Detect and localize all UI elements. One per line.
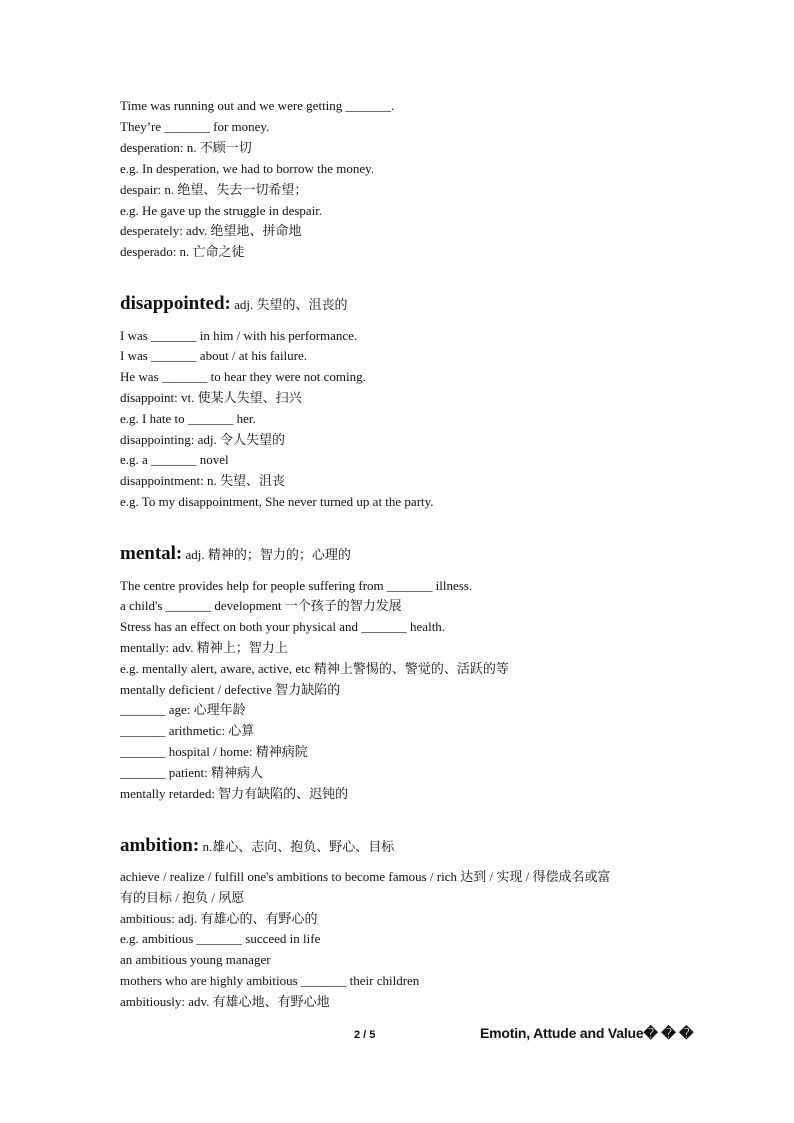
text-line: e.g. In desperation, we had to borrow the money. — [120, 161, 375, 176]
text-line: ambitious: adj. 有雄心的、有野心的 — [120, 911, 318, 926]
text-line: disappointment: n. 失望、沮丧 — [120, 473, 286, 488]
text-line: I was _______ about / at his failure. — [120, 348, 308, 363]
text-line: desperation: n. 不顾一切 — [120, 140, 252, 155]
text-line: mothers who are highly ambitious _______ their children — [120, 973, 420, 988]
text-line: _______ age: 心理年龄 — [120, 702, 246, 717]
text-line: He was _______ to hear they were not coming. — [120, 369, 366, 384]
entry-heading — [120, 293, 348, 316]
headword-definition: adj. 失望的、沮丧的 — [230, 297, 348, 312]
headword: disappointed: — [120, 293, 231, 314]
text-line: mentally deficient / defective 智力缺陷的 — [120, 682, 341, 697]
entry-heading — [120, 835, 394, 858]
text-line: disappointing: adj. 令人失望的 — [120, 432, 286, 447]
headword-definition: adj. 精神的；智力的；心理的 — [182, 547, 351, 562]
text-line: e.g. He gave up the struggle in despair. — [120, 203, 323, 218]
text-line: The centre provides help for people suffering from _______ illness. — [120, 578, 473, 593]
page-number: 2 / 5 — [354, 1029, 376, 1041]
text-line: an ambitious young manager — [120, 952, 271, 967]
text-line: They’re _______ for money. — [120, 119, 270, 134]
text-line: _______ arithmetic: 心算 — [120, 723, 255, 738]
text-line: desperado: n. 亡命之徒 — [120, 244, 245, 259]
text-line: Time was running out and we were getting _______. — [120, 98, 395, 113]
headword-definition: n.雄心、志向、抱负、野心、目标 — [199, 839, 395, 854]
text-line: e.g. To my disappointment, She never turned up at the party. — [120, 494, 434, 509]
text-line: despair: n. 绝望、失去一切希望； — [120, 182, 308, 197]
text-line: desperately: adv. 绝望地、拼命地 — [120, 223, 302, 238]
headword: mental: — [120, 543, 183, 564]
text-line: e.g. I hate to _______ her. — [120, 411, 256, 426]
text-line: _______ hospital / home: 精神病院 — [120, 744, 308, 759]
text-line: 有的目标 / 抱负 / 夙愿 — [120, 890, 245, 905]
text-line: achieve / realize / fulfill one's ambitions to become famous / rich 达到 / 实现 / 得偿成名或富 — [120, 869, 611, 884]
text-line: ambitiously: adv. 有雄心地、有野心地 — [120, 994, 330, 1009]
headword: ambition: — [120, 835, 200, 856]
text-line: _______ patient: 精神病人 — [120, 765, 263, 780]
footer-title: Emotin, Attude and Value� � � — [480, 1025, 694, 1041]
text-line: mentally retarded: 智力有缺陷的、迟钝的 — [120, 786, 349, 801]
text-line: e.g. mentally alert, aware, active, etc 精神上警惕的、警觉的、活跃的等 — [120, 661, 509, 676]
text-line: disappoint: vt. 使某人失望、扫兴 — [120, 390, 302, 405]
text-line: e.g. ambitious _______ succeed in life — [120, 931, 321, 946]
text-line: e.g. a _______ novel — [120, 452, 229, 467]
text-line: Stress has an effect on both your physical and _______ health. — [120, 619, 446, 634]
text-line: I was _______ in him / with his performance. — [120, 328, 358, 343]
entry-heading — [120, 543, 351, 566]
text-line: a child's _______ development 一个孩子的智力发展 — [120, 598, 402, 613]
text-line: mentally: adv. 精神上；智力上 — [120, 640, 288, 655]
